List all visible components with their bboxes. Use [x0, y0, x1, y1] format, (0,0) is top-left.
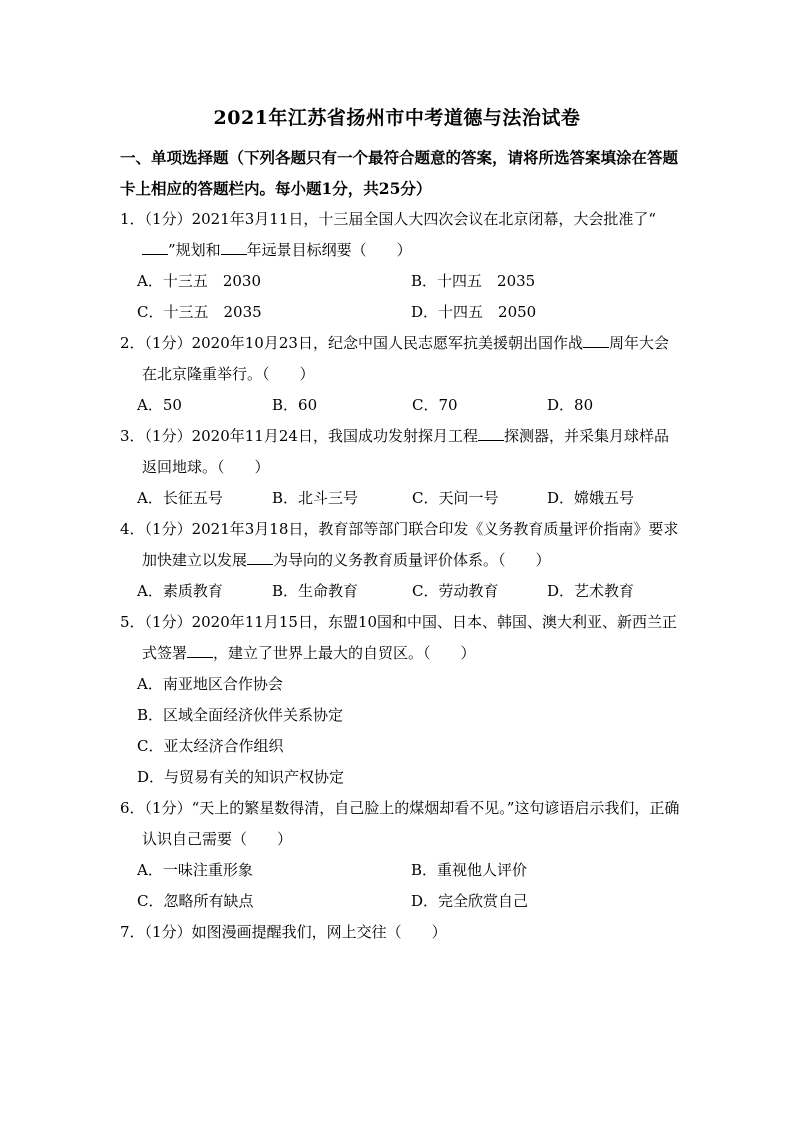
answer-blank — [142, 239, 168, 255]
option-c: C．十三五 2035 — [137, 303, 262, 321]
question-4 — [120, 514, 680, 576]
option-a: A．一味注重形象 — [137, 861, 253, 879]
question-stem: 为导向的义务教育质量评价体系。（ ） — [273, 551, 551, 569]
option-b: B．十四五 2035 — [411, 272, 536, 290]
answer-blank — [187, 642, 213, 658]
option-a: A．十三五 2030 — [137, 272, 262, 290]
option-c: C．天问一号 — [412, 489, 499, 507]
option-b: B．60 — [272, 396, 318, 414]
question-stem: 2020年10月23日，纪念中国人民志愿军抗美援朝出国作战 — [191, 334, 583, 352]
question-score: （1分） — [144, 210, 192, 228]
option-a: A．南亚地区合作协会 — [137, 675, 283, 693]
options-row — [137, 886, 697, 917]
option-a: A．长征五号 — [137, 489, 223, 507]
question-number: 7． — [120, 923, 145, 941]
option-d: D．嫦娥五号 — [547, 489, 635, 507]
options-row — [137, 762, 697, 793]
option-a: A．50 — [137, 396, 182, 414]
question-stem: 如图漫画提醒我们，网上交往（ ） — [191, 923, 447, 941]
option-d: D．完全欣赏自己 — [411, 892, 529, 910]
question-stem: 2021年3月11日，十三届全国人大四次会议在北京闭幕，大会批准了“ — [191, 210, 657, 228]
question-stem: 探测器，并采集月球样品返回地球。（ ） — [142, 427, 669, 476]
question-stem: “天上的繁星数得清，自己脸上的煤烟却看不见。”这句谚语启示我们，正确认识自己需要（ ） — [142, 799, 680, 848]
answer-blank — [247, 549, 273, 565]
question-number: 4． — [120, 520, 145, 538]
question-6 — [120, 793, 680, 855]
section-heading: 一、单项选择题（下列各题只有一个最符合题意的答案，请将所选答案填涂在答题卡上相应的答题栏内。每小题1分，共25分） — [120, 148, 679, 198]
question-stem: 2021年3月18日，教育部等部门联合印发《义务教育质量评价指南》要求加快建立以发展 — [142, 520, 679, 569]
question-1 — [120, 204, 680, 266]
option-b: B．区域全面经济伙伴关系协定 — [137, 706, 344, 724]
options-row — [137, 483, 697, 514]
answer-blank — [478, 425, 504, 441]
answer-blank — [583, 332, 609, 348]
question-score: （1分） — [144, 334, 192, 352]
question-3 — [120, 421, 680, 483]
options-row — [137, 731, 697, 762]
options-row — [137, 576, 697, 607]
question-stem: 年远景目标纲要（ ） — [246, 241, 412, 259]
options-row — [137, 669, 697, 700]
question-stem: 2020年11月15日，东盟10国和中国、日本、韩国、澳大利亚、新西兰正式签署 — [142, 613, 678, 662]
option-b: B．北斗三号 — [272, 489, 359, 507]
question-score: （1分） — [144, 613, 192, 631]
question-score: （1分） — [144, 520, 192, 538]
option-b: B．重视他人评价 — [411, 861, 528, 879]
options-row — [137, 266, 697, 297]
question-number: 2． — [120, 334, 145, 352]
question-number: 1． — [120, 210, 145, 228]
question-stem: ，建立了世界上最大的自贸区。（ ） — [213, 644, 476, 662]
page-title: 2021年江苏省扬州市中考道德与法治试卷 — [213, 107, 581, 129]
question-stem: 周年大会在北京隆重举行。（ ） — [142, 334, 669, 383]
question-7 — [120, 917, 680, 948]
option-d: D．艺术教育 — [547, 582, 635, 600]
question-number: 5． — [120, 613, 145, 631]
question-5 — [120, 607, 680, 669]
options-row — [137, 700, 697, 731]
question-score: （1分） — [144, 923, 192, 941]
options-row — [137, 390, 697, 421]
option-a: A．素质教育 — [137, 582, 223, 600]
option-c: C．劳动教育 — [412, 582, 499, 600]
question-number: 3． — [120, 427, 145, 445]
question-score: （1分） — [144, 799, 192, 817]
options-row — [137, 297, 697, 328]
option-c: C．亚太经济合作组织 — [137, 737, 284, 755]
option-d: D．80 — [547, 396, 594, 414]
question-stem: 2020年11月24日，我国成功发射探月工程 — [191, 427, 478, 445]
question-number: 6． — [120, 799, 145, 817]
option-c: C．忽略所有缺点 — [137, 892, 254, 910]
options-row — [137, 855, 697, 886]
answer-blank — [221, 239, 247, 255]
question-score: （1分） — [144, 427, 192, 445]
option-c: C．70 — [412, 396, 458, 414]
option-b: B．生命教育 — [272, 582, 359, 600]
option-d: D．十四五 2050 — [411, 303, 537, 321]
question-2 — [120, 328, 680, 390]
question-stem: ”规划和 — [168, 241, 221, 259]
option-d: D．与贸易有关的知识产权协定 — [137, 768, 345, 786]
